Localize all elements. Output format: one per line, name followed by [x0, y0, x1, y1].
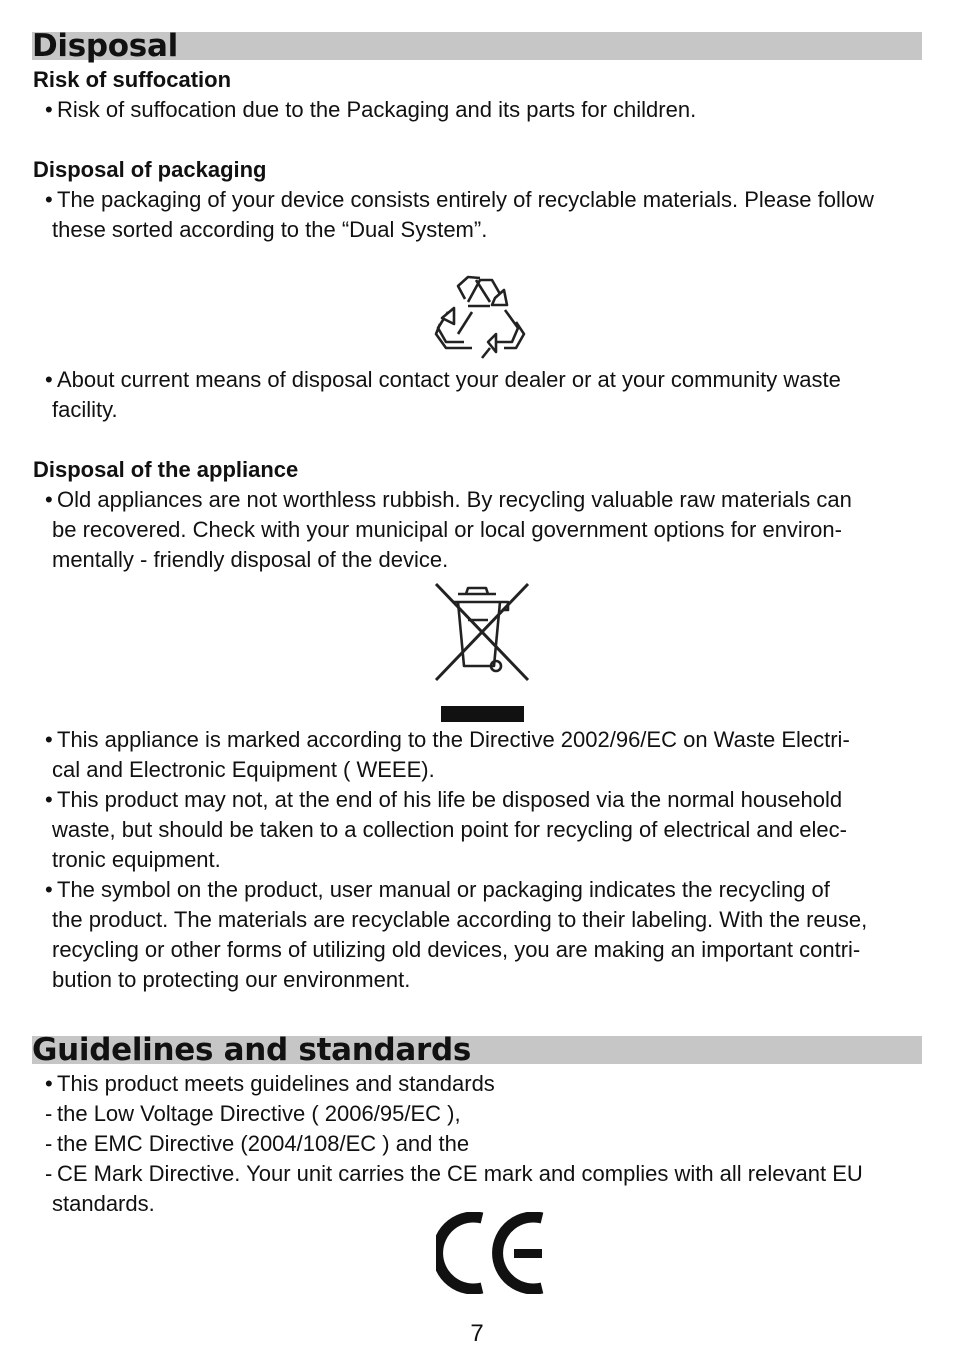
list-item-continuation: these sorted according to the “Dual System”.	[52, 217, 488, 242]
list-item: • The symbol on the product, user manual or packaging indicates the recycling of	[45, 877, 830, 902]
list-item-continuation: recycling or other forms of utilizing old devices, you are making an important contri-	[52, 937, 861, 962]
list-item-continuation: waste, but should be taken to a collection point for recycling of electrical and elec-	[52, 817, 847, 842]
recycle-icon	[432, 272, 526, 362]
list-item-continuation: the product. The materials are recyclable according to their labeling. With the reuse,	[52, 907, 868, 932]
list-item: - CE Mark Directive. Your unit carries the CE mark and complies with all relevant EU	[45, 1161, 863, 1186]
list-item-continuation: facility.	[52, 397, 118, 422]
ce-mark-icon	[436, 1212, 548, 1294]
list-item: - the Low Voltage Directive ( 2006/95/EC ),	[45, 1101, 461, 1126]
list-item: - the EMC Directive (2004/108/EC ) and the	[45, 1131, 470, 1156]
list-item: • Old appliances are not worthless rubbish. By recycling valuable raw materials can	[45, 487, 852, 512]
list-item: • Risk of suffocation due to the Packaging and its parts for children.	[45, 97, 697, 122]
section-title-disposal: Disposal	[32, 28, 178, 64]
list-item: • This product may not, at the end of his life be disposed via the normal household	[45, 787, 843, 812]
crossed-bin-weee-icon	[432, 580, 532, 726]
subheading-disposal-of-the-appliance: Disposal of the appliance	[33, 457, 299, 482]
list-item: • The packaging of your device consists entirely of recyclable materials. Please follow	[45, 187, 874, 212]
list-item: • This product meets guidelines and standards	[45, 1071, 495, 1096]
section-title-guidelines-and-standards: Guidelines and standards	[32, 1032, 472, 1068]
list-item-continuation: mentally - friendly disposal of the device.	[52, 547, 449, 572]
list-item-continuation: bution to protecting our environment.	[52, 967, 411, 992]
list-item: • About current means of disposal contact your dealer or at your community waste	[45, 367, 841, 392]
list-item-continuation: cal and Electronic Equipment ( WEEE).	[52, 757, 435, 782]
list-item-continuation: standards.	[52, 1191, 155, 1216]
subheading-disposal-of-packaging: Disposal of packaging	[33, 157, 267, 182]
list-item-continuation: tronic equipment.	[52, 847, 221, 872]
subheading-risk-of-suffocation: Risk of suffocation	[33, 67, 232, 92]
page-number: 7	[470, 1320, 484, 1347]
list-item-continuation: be recovered. Check with your municipal or local government options for environ-	[52, 517, 842, 542]
list-item: • This appliance is marked according to the Directive 2002/96/EC on Waste Electri-	[45, 727, 850, 752]
